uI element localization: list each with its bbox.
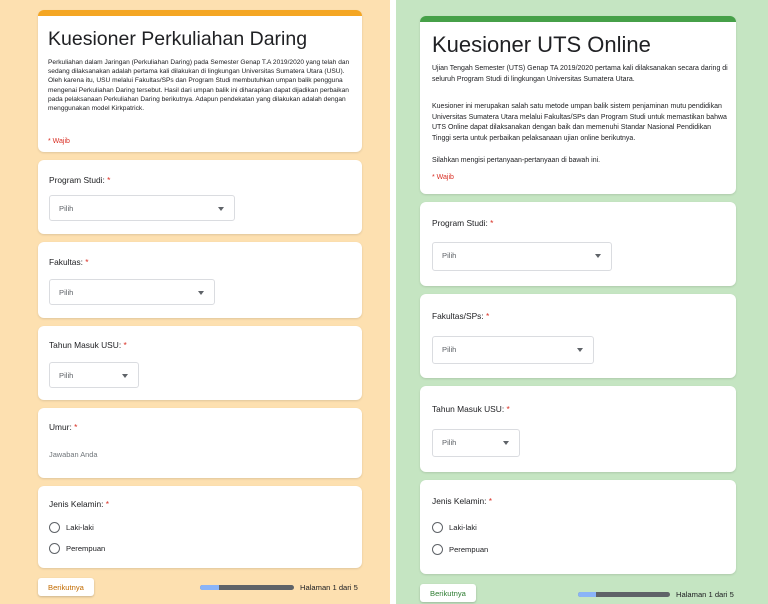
question-label: Program Studi: * [432, 218, 494, 228]
question-label: Tahun Masuk USU: * [49, 340, 127, 350]
radio-label: Perempuan [449, 545, 489, 554]
radio-label: Perempuan [66, 544, 106, 553]
question-card-jenis-kelamin [420, 480, 736, 574]
question-card-tahun-masuk [38, 326, 362, 400]
question-card-tahun-masuk [420, 386, 736, 472]
program-studi-select[interactable] [49, 195, 235, 221]
radio-circle-icon [432, 522, 443, 533]
required-note: * Wajib [48, 138, 70, 145]
umur-answer-input[interactable]: Jawaban Anda [49, 450, 98, 459]
question-label: Tahun Masuk USU: * [432, 404, 510, 414]
form-uts-online [396, 0, 768, 604]
form-title: Kuesioner Perkuliahan Daring [48, 28, 308, 50]
question-label: Fakultas: * [49, 257, 89, 267]
dropdown-arrow-icon [595, 254, 601, 258]
page-indicator: Halaman 1 dari 5 [300, 583, 358, 592]
progress-bar [200, 585, 294, 590]
select-placeholder: Pilih [59, 288, 74, 297]
radio-circle-icon [432, 544, 443, 555]
select-placeholder: Pilih [442, 251, 457, 260]
question-card-fakultas [38, 242, 362, 318]
tahun-masuk-select[interactable] [432, 429, 520, 457]
form-description-purpose: Kuesioner ini merupakan salah satu metode umpan balik sistem penjaminan mutu pendidikan Universitas Sumatera Utara melalui Fakultas/SPs dan Program Studi untuk memastikan bahwa UTS Online dapat dilaksanakan dengan baik dan memenuhi Standar Nasional Pendidikan Tinggi serta untuk perbaikan pelaksanaan ujian online berikutnya. [432, 103, 727, 142]
dropdown-arrow-icon [577, 348, 583, 352]
form-description: Perkuliahan dalam Jaringan (Perkuliahan Daring) pada Semester Genap T.A 2019/2020 yang telah dan sedang dilaksanakan adalah pertama kali dilakukan di lingkungan Universitas Sumatera Utara (USU). Oleh karena itu, USU melalui Fakultas/SPs dan Program Studi membutuhkan umpan balik pengguna mengenai Perkuliahan Daring tersebut. Hasil dari umpan balik ini diharapkan dapat dijadikan perbaikan pada pelaksanaan Perkuliahan Daring berikutnya. Adapun pendekatan yang dilakukan adalah dengan menggunakan model Kirkpatrick. [48, 59, 350, 113]
select-placeholder: Pilih [442, 345, 457, 354]
next-button[interactable]: Berikutnya [38, 578, 94, 596]
form-header-card [38, 10, 362, 152]
radio-circle-icon [49, 522, 60, 533]
question-card-umur [38, 408, 362, 478]
tahun-masuk-select[interactable] [49, 362, 139, 388]
progress-bar [578, 592, 670, 597]
next-button[interactable]: Berikutnya [420, 584, 476, 602]
program-studi-select[interactable] [432, 242, 612, 271]
fakultas-select[interactable] [432, 336, 594, 364]
form-description-instruction: Silahkan mengisi pertanyaan-pertanyaan di bawah ini. [432, 157, 601, 164]
select-placeholder: Pilih [442, 438, 457, 447]
dropdown-arrow-icon [122, 374, 128, 378]
radio-circle-icon [49, 543, 60, 554]
radio-label: Laki-laki [449, 523, 477, 532]
question-card-jenis-kelamin [38, 486, 362, 568]
question-label: Fakultas/SPs: * [432, 311, 490, 321]
question-label: Jenis Kelamin: * [49, 499, 110, 509]
page-indicator: Halaman 1 dari 5 [676, 590, 734, 599]
question-label: Program Studi: * [49, 175, 111, 185]
fakultas-select[interactable] [49, 279, 215, 305]
radio-label: Laki-laki [66, 523, 94, 532]
form-header-card [420, 16, 736, 194]
form-title: Kuesioner UTS Online [432, 32, 651, 57]
form-description-intro: Ujian Tengah Semester (UTS) Genap TA 2019/2020 pertama kali dilaksanakan secara daring di seluruh Program Studi di lingkungan Universitas Sumatera Utara. [432, 65, 728, 83]
progress-bar-fill [578, 592, 596, 597]
dropdown-arrow-icon [218, 207, 224, 211]
required-note: * Wajib [432, 174, 454, 181]
question-label: Umur: * [49, 422, 78, 432]
dropdown-arrow-icon [503, 441, 509, 445]
question-card-fakultas [420, 294, 736, 378]
question-card-program-studi [38, 160, 362, 234]
progress-bar-fill [200, 585, 219, 590]
question-label: Jenis Kelamin: * [432, 496, 493, 506]
select-placeholder: Pilih [59, 204, 74, 213]
question-card-program-studi [420, 202, 736, 286]
select-placeholder: Pilih [59, 371, 74, 380]
dropdown-arrow-icon [198, 291, 204, 295]
